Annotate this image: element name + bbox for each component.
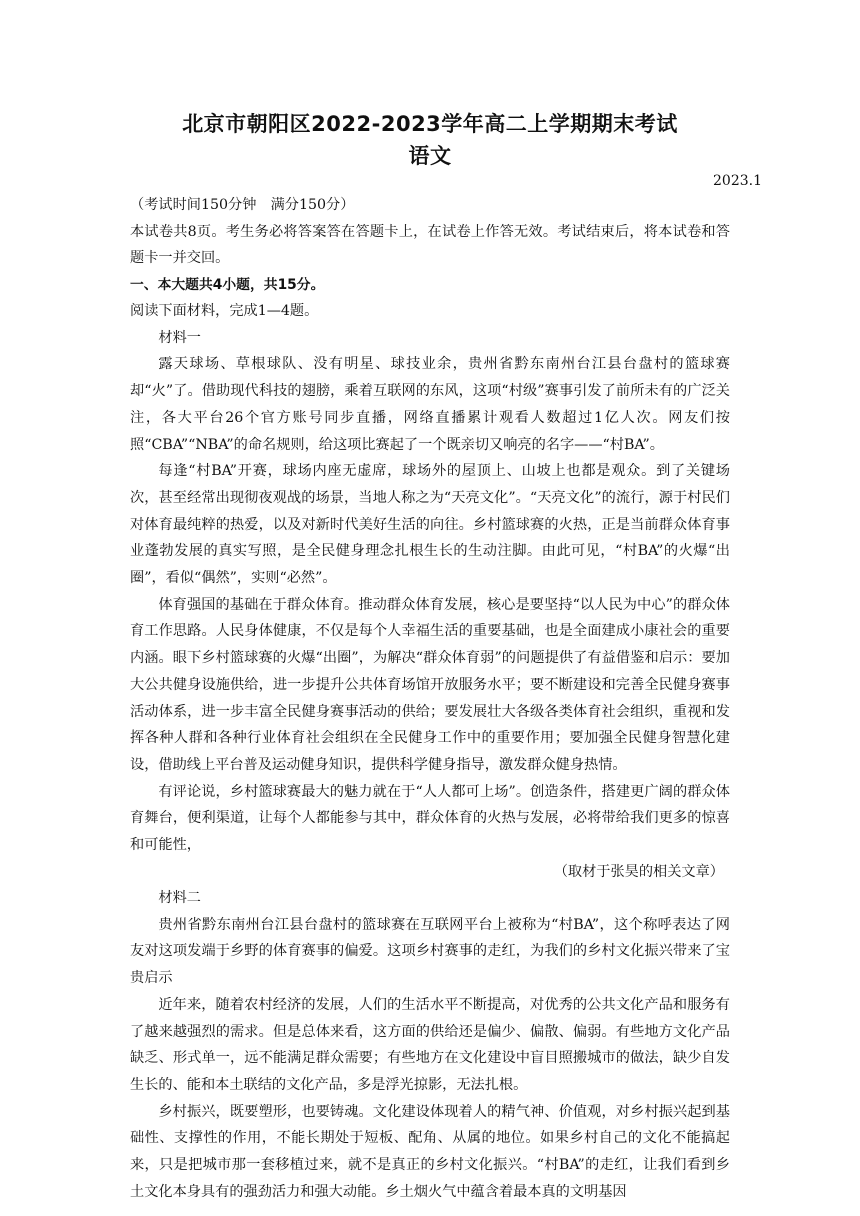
instructions: 本试卷共8页。考生务必将答案答在答题卡上，在试卷上作答无效。考试结束后，将本试卷和答题卡一并交回。: [130, 223, 730, 267]
section-directive: 阅读下面材料，完成1—4题。: [130, 303, 319, 320]
material-2-paragraph: 近年来，随着农村经济的发展，人们的生活水平不断提高，对优秀的公共文化产品和服务有了越来越强烈的需求。但是总体来看，这方面的供给还是偏少、偏散、偏弱。有些地方文化产品缺乏、形式单一，远不能满足群众需要；有些地方在文化建设中盲目照搬城市的做法，缺少自发生长的、能和本土联结的文化产品，多是浮光掠影，无法扎根。: [130, 996, 730, 1093]
subject-title: 语文: [408, 144, 452, 168]
material-2-label: 材料二: [158, 890, 201, 907]
material-2-paragraph: 乡村振兴，既要塑形，也要铸魂。文化建设体现着人的精气神、价值观，对乡村振兴起到基础性、支撑性的作用，不能长期处于短板、配角、从属的地位。如果乡村自己的文化不能搞起来，只是把城市那一套移植过来，就不是真正的乡村文化振兴。“村BA”的走红，让我们看到乡土文化本身具有的强劲活力和强大动能。乡土烟火气中蕴含着最本真的文明基因: [130, 1103, 730, 1200]
time-note: （考试时间150分钟 满分150分）: [130, 197, 355, 213]
material-1-label: 材料一: [158, 329, 201, 346]
section-heading: 一、本大题共4小题，共15分。: [130, 276, 325, 293]
exam-body: [130, 192, 730, 1206]
material-1-paragraph: 露天球场、草根球队、没有明星、球技业余，贵州省黔东南州台江县台盘村的篮球赛却“火”了。借助现代科技的翅膀，乘着互联网的东风，这项“村级”赛事引发了前所未有的广泛关注，各大平台26个官方账号同步直播，网络直播累计观看人数超过1亿人次。网友们按照“CBA”“NBA”的命名规则，给这项比赛起了一个既亲切又响亮的名字——“村BA”。: [130, 356, 730, 453]
material-1-paragraph: 每逢“村BA”开赛，球场内座无虚席，球场外的屋顶上、山坡上也都是观众。到了关键场次，甚至经常出现彻夜观战的场景，当地人称之为“天亮文化”。“天亮文化”的流行，源于村民们对体育最纯粹的热爱，以及对新时代美好生活的向往。乡村篮球赛的火热，正是当前群众体育事业蓬勃发展的真实写照，是全民健身理念扎根生长的生动注脚。由此可见，“村BA”的火爆“出圈”，看似“偶然”，实则“必然”。: [130, 463, 730, 587]
exam-date: 2023.1: [713, 173, 762, 189]
material-2-paragraph: 贵州省黔东南州台江县台盘村的篮球赛在互联网平台上被称为“村BA”，这个称呼表达了网友对这项发端于乡野的体育赛事的偏爱。这项乡村赛事的走红，为我们的乡村文化振兴带来了宝贵启示: [130, 916, 730, 987]
exam-title: 北京市朝阳区2022-2023学年高二上学期期末考试: [182, 112, 678, 136]
material-1-paragraph: 有评论说，乡村篮球赛最大的魅力就在于“人人都可上场”。创造条件，搭建更广阔的群众体育舞台，便利渠道，让每个人都能参与其中，群众体育的火热与发展，必将带给我们更多的惊喜和可能性，: [130, 783, 730, 854]
material-1-source: （取材于张昊的相关文章）: [553, 863, 724, 880]
material-1-paragraph: 体育强国的基础在于群众体育。推动群众体育发展，核心是要坚持“以人民为中心”的群众体育工作思路。人民身体健康，不仅是每个人幸福生活的重要基础，也是全面建成小康社会的重要内涵。眼下乡村篮球赛的火爆“出圈”，为解决“群众体育弱”的问题提供了有益借鉴和启示：要加大公共健身设施供给，进一步提升公共体育场馆开放服务水平；要不断建设和完善全民健身赛事活动体系，进一步丰富全民健身赛事活动的供给；要发展壮大各级各类体育社会组织，重视和发挥各种人群和各种行业体育社会组织在全民健身工作中的重要作用；要加强全民健身智慧化建设，借助线上平台普及运动健身知识，提供科学健身指导，激发群众健身热情。: [130, 596, 730, 773]
